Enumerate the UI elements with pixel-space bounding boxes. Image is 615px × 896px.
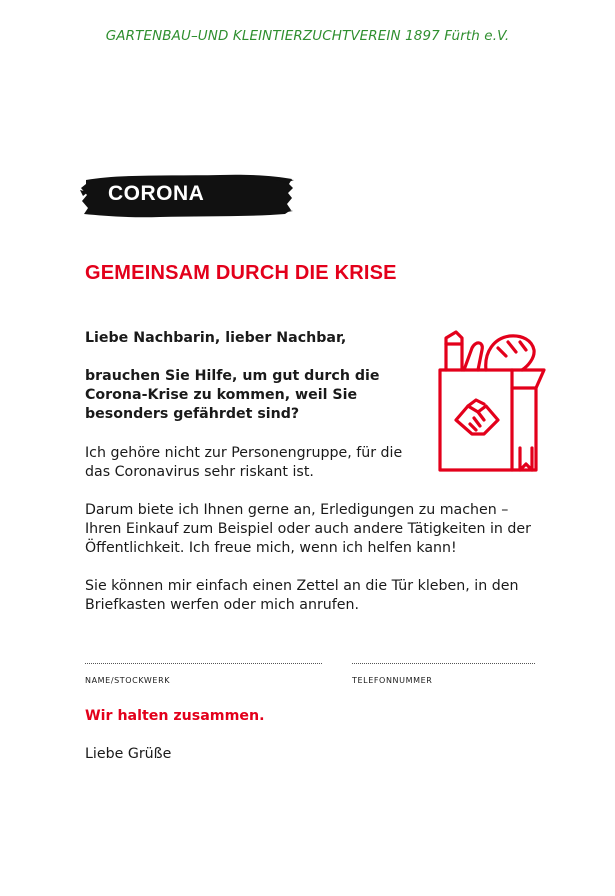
club-header: GARTENBAU–UND KLEINTIERZUCHTVEREIN 1897 Fürth e.V. (105, 28, 510, 44)
name-field-line[interactable] (85, 663, 322, 664)
question-paragraph: brauchen Sie Hilfe, um gut durch die Corona-Krise zu kommen, weil Sie besonders gefährdet sind? (85, 368, 380, 422)
slogan: Wir halten zusammen. (85, 708, 265, 724)
closing-greeting: Liebe Grüße (85, 746, 172, 762)
handshake-icon (456, 400, 498, 434)
corona-banner (80, 170, 295, 222)
offer-paragraph: Darum biete ich Ihnen gerne an, Erledigungen zu machen – Ihren Einkauf zum Beispiel oder auch andere Tätigkeiten in der Öffentlichkeit. Ich freue mich, wenn ich helfen kann! (85, 502, 531, 556)
name-field-label: NAME/STOCKWERK (85, 676, 171, 685)
page-title: GEMEINSAM DURCH DIE KRISE (85, 262, 397, 284)
shopping-bag-icon (436, 330, 548, 478)
statement-paragraph: Ich gehöre nicht zur Personengruppe, für die das Coronavirus sehr riskant ist. (85, 445, 403, 480)
banner-label: CORONA (108, 182, 205, 205)
phone-field-label: TELEFONNUMMER (352, 676, 433, 685)
contact-paragraph: Sie können mir einfach einen Zettel an die Tür kleben, in den Briefkasten werfen oder mich anrufen. (85, 578, 519, 613)
salutation: Liebe Nachbarin, lieber Nachbar, (85, 330, 347, 346)
phone-field-line[interactable] (352, 663, 535, 664)
